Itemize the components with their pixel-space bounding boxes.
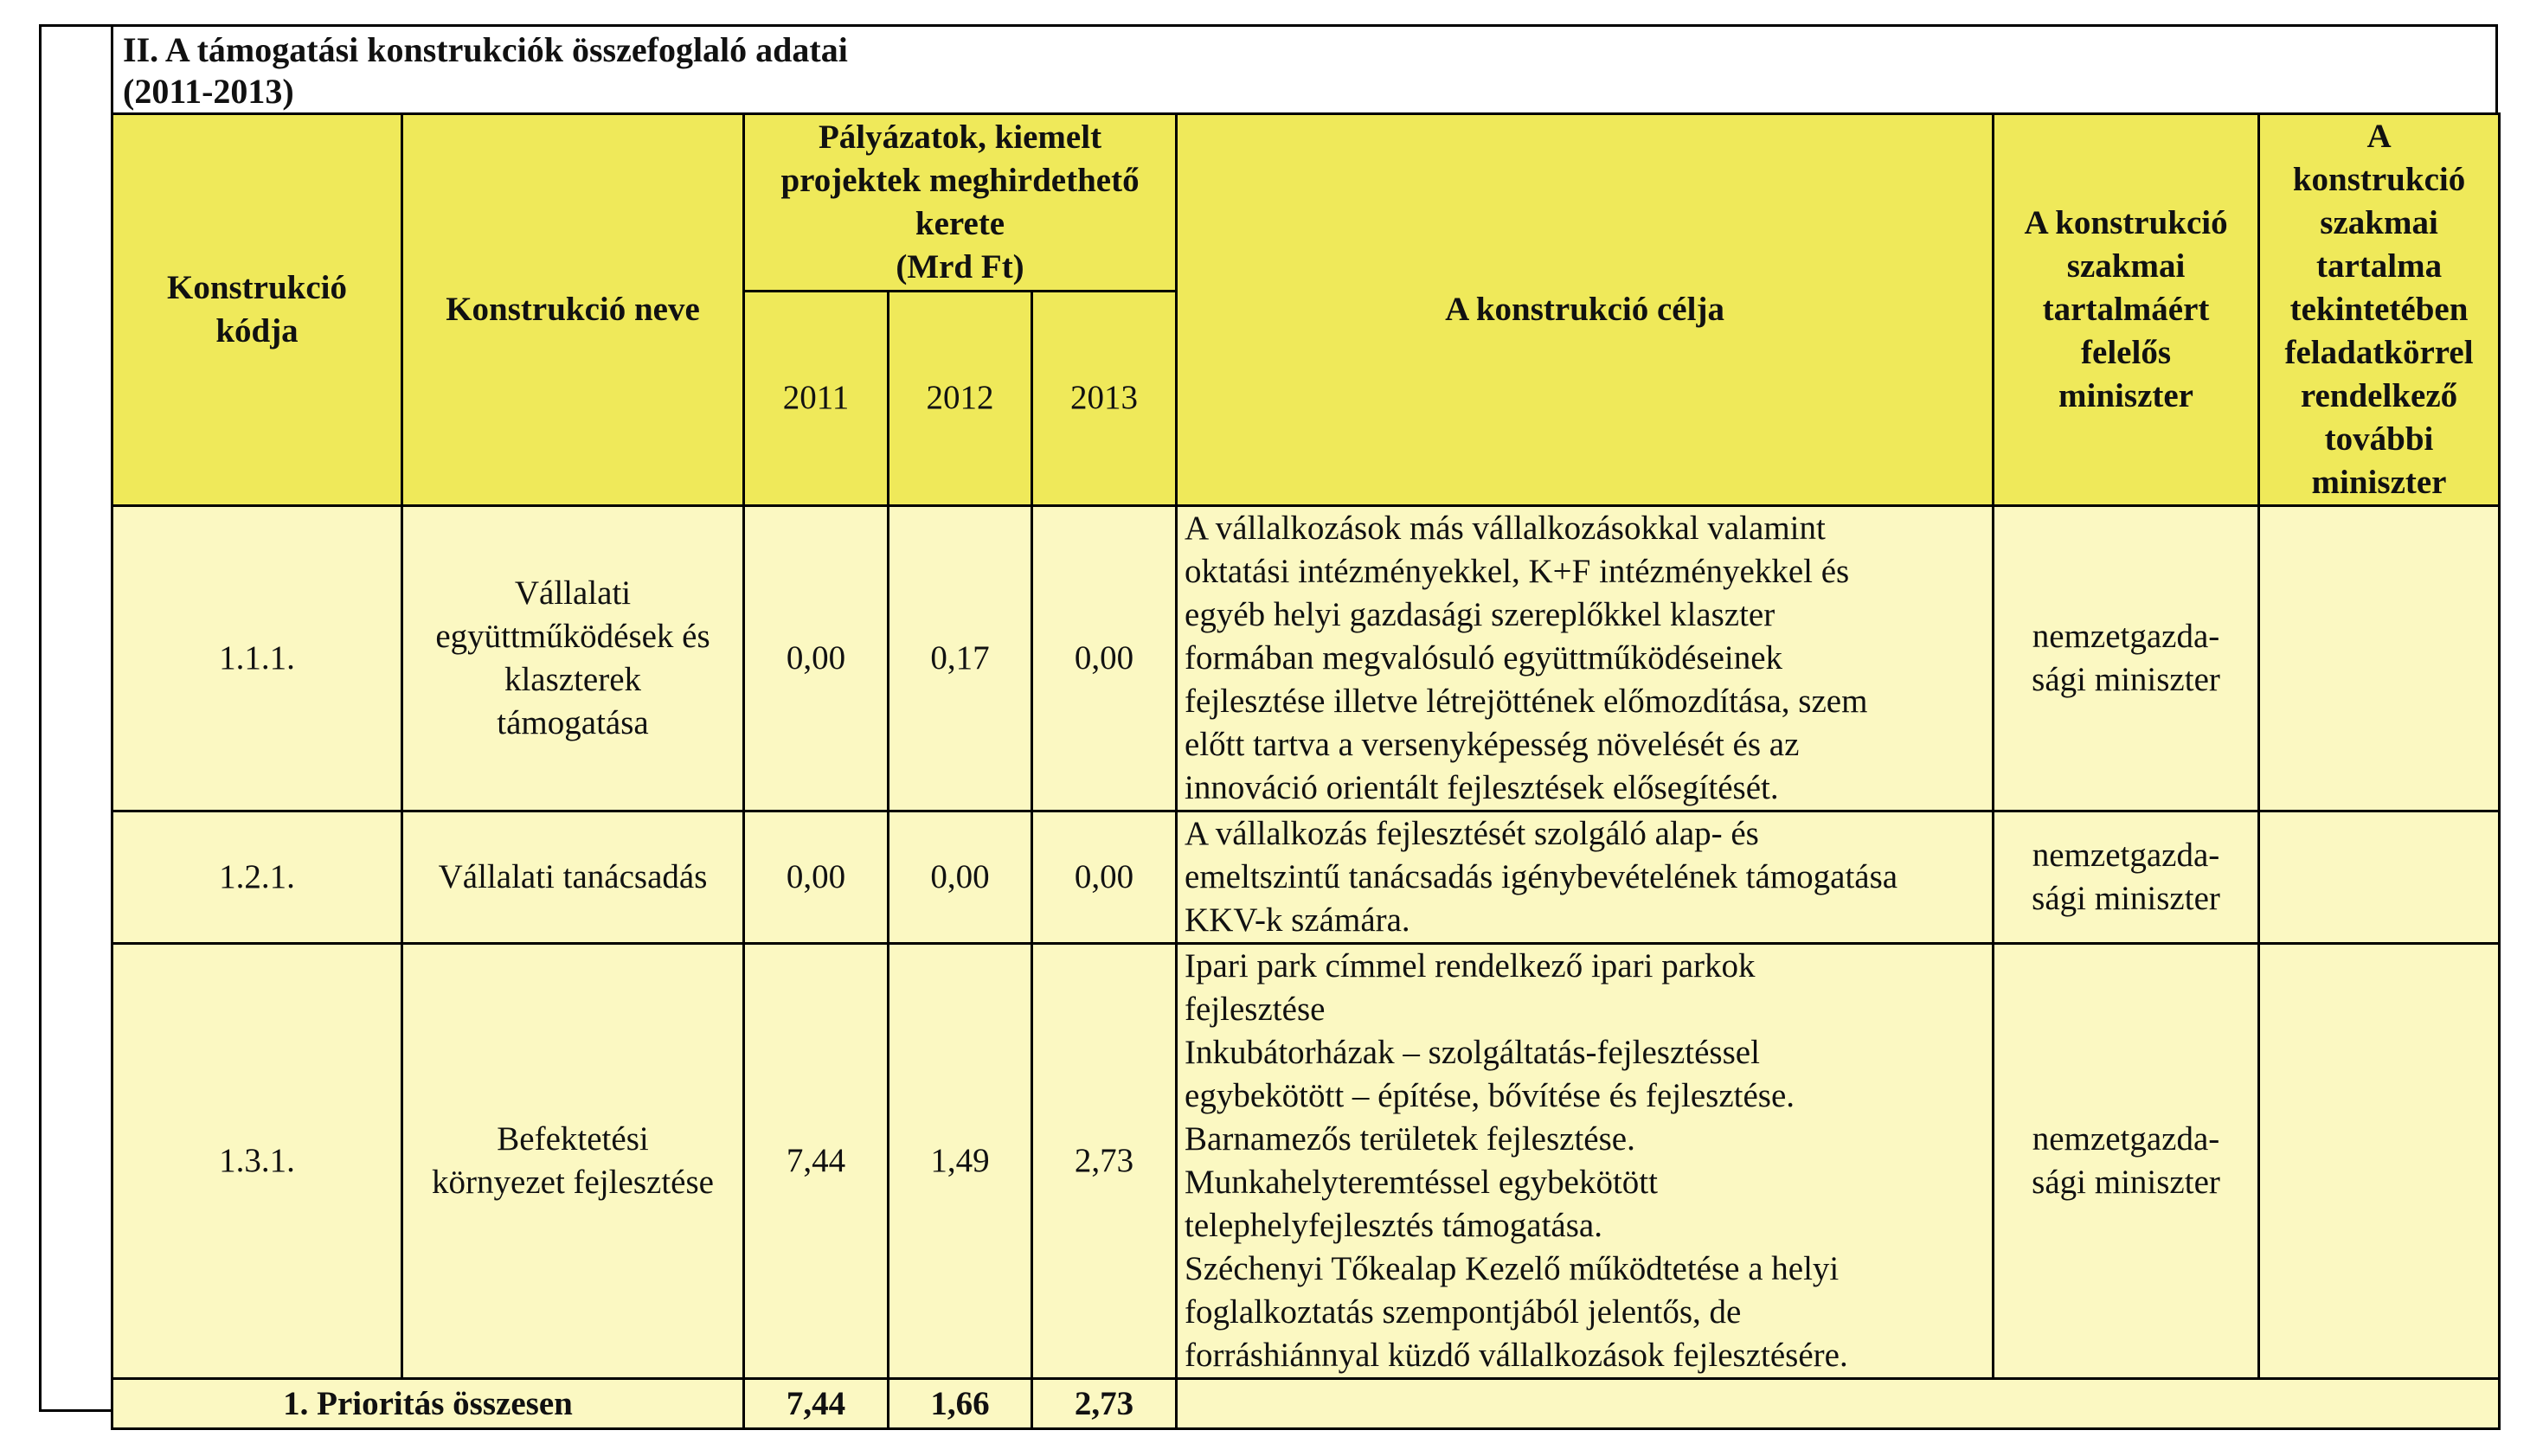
header-other-minister [2259, 114, 2500, 506]
section-title [123, 29, 848, 112]
header-row-1 [112, 114, 2500, 292]
cell-line: Széchenyi Tőkealap Kezelő működtetése a helyi [1185, 1250, 1840, 1287]
header-line: felelős [2081, 334, 2172, 371]
header-line: A konstrukció [2024, 204, 2228, 241]
header-construction-goal: A konstrukció célja [1177, 114, 1994, 506]
section-title-line-1: II. A támogatási konstrukciók összefoglaló adatai [123, 30, 848, 69]
header-construction-code [112, 114, 402, 506]
table-row [112, 506, 2500, 811]
header-line: tartalma [2315, 247, 2443, 285]
header-construction-name: Konstrukció neve [402, 114, 744, 506]
cell-line: nemzetgazda- [2032, 1120, 2220, 1158]
cell-line: sági miniszter [2032, 661, 2220, 698]
header-line: tekintetében [2289, 291, 2469, 328]
header-line: (Mrd Ft) [896, 247, 1024, 285]
cell-2012: 1,49 [889, 944, 1032, 1379]
cell-line: Vállalati tanácsadás [438, 858, 708, 895]
header-line: kerete [915, 204, 1005, 242]
header-line: rendelkező [2300, 377, 2458, 414]
header-line: miniszter [2311, 464, 2447, 501]
cell-minister [1994, 944, 2259, 1379]
header-year-2012: 2012 [889, 291, 1032, 505]
header-line: további [2324, 420, 2434, 458]
cell-line: sági miniszter [2032, 1164, 2220, 1201]
total-row [112, 1379, 2500, 1429]
cell-line: innováció orientált fejlesztések elősegítését. [1185, 769, 1779, 806]
header-line: szakmai [2320, 204, 2438, 241]
cell-2013: 0,00 [1032, 506, 1177, 811]
cell-line: telephelyfejlesztés támogatása. [1185, 1207, 1602, 1244]
cell-line: formában megvalósuló együttműködéseinek [1185, 639, 1783, 677]
header-budget-frame [744, 114, 1177, 292]
cell-2013: 2,73 [1032, 944, 1177, 1379]
header-line: A [2366, 118, 2392, 155]
total-2011: 7,44 [744, 1379, 889, 1429]
header-line: szakmai [2066, 247, 2186, 285]
cell-goal [1177, 811, 1994, 944]
cell-2011: 0,00 [744, 506, 889, 811]
cell-line: klaszterek [504, 661, 642, 698]
header-line: konstrukció [2292, 161, 2466, 198]
total-2012: 1,66 [889, 1379, 1032, 1429]
cell-line: Inkubátorházak – szolgáltatás-fejlesztéssel [1185, 1034, 1760, 1071]
cell-line: együttműködések és [435, 618, 710, 655]
header-line: kódja [215, 312, 299, 350]
cell-line: A vállalkozások más vállalkozásokkal valamint [1185, 510, 1826, 547]
cell-line: sági miniszter [2032, 880, 2220, 917]
cell-line: egyéb helyi gazdasági szereplőkkel klaszter [1185, 596, 1775, 633]
cell-code: 1.3.1. [112, 944, 402, 1379]
cell-other-minister [2259, 506, 2500, 811]
cell-code: 1.1.1. [112, 506, 402, 811]
cell-goal [1177, 506, 1994, 811]
cell-line: Ipari park címmel rendelkező ipari parkok [1185, 947, 1756, 985]
cell-2011: 7,44 [744, 944, 889, 1379]
cell-line: forráshiánnyal küzdő vállalkozások fejlesztésére. [1185, 1337, 1848, 1374]
cell-minister [1994, 811, 2259, 944]
total-label: 1. Prioritás összesen [112, 1379, 744, 1429]
cell-line: A vállalkozás fejlesztését szolgáló alap- és [1185, 815, 1759, 852]
cell-line: fejlesztése [1185, 991, 1326, 1028]
cell-line: Vállalati [514, 574, 632, 612]
cell-line: Barnamezős területek fejlesztése. [1185, 1120, 1635, 1158]
cell-line: környezet fejlesztése [432, 1164, 714, 1201]
cell-2012: 0,00 [889, 811, 1032, 944]
section-title-line-2: (2011-2013) [123, 72, 294, 111]
header-line: Konstrukció [166, 269, 348, 306]
cell-minister [1994, 506, 2259, 811]
construction-summary-table [111, 112, 2501, 1430]
header-year-2011: 2011 [744, 291, 889, 505]
table-row [112, 944, 2500, 1379]
cell-name [402, 506, 744, 811]
total-empty [1177, 1379, 2500, 1429]
cell-line: támogatása [497, 704, 649, 741]
cell-line: emeltszintű tanácsadás igénybevételének támogatása [1185, 858, 1898, 895]
cell-line: oktatási intézményekkel, K+F intézményekkel és [1185, 553, 1850, 590]
cell-code: 1.2.1. [112, 811, 402, 944]
cell-2013: 0,00 [1032, 811, 1177, 944]
header-line: projektek meghirdethető [780, 161, 1140, 199]
header-responsible-minister [1994, 114, 2259, 506]
cell-name [402, 811, 744, 944]
cell-2011: 0,00 [744, 811, 889, 944]
cell-line: előtt tartva a versenyképesség növelését és az [1185, 726, 1800, 763]
header-line: Pályázatok, kiemelt [818, 118, 1102, 156]
cell-line: egybekötött – építése, bővítése és fejlesztése. [1185, 1077, 1795, 1114]
header-line: feladatkörrel [2284, 334, 2474, 371]
cell-line: Munkahelyteremtéssel egybekötött [1185, 1164, 1658, 1201]
cell-line: foglalkoztatás szempontjából jelentős, de [1185, 1293, 1742, 1331]
header-year-2013: 2013 [1032, 291, 1177, 505]
cell-line: Befektetési [497, 1120, 649, 1158]
cell-line: nemzetgazda- [2032, 837, 2220, 874]
cell-other-minister [2259, 944, 2500, 1379]
cell-line: fejlesztése illetve létrejöttének előmozdítása, szem [1185, 683, 1868, 720]
total-2013: 2,73 [1032, 1379, 1177, 1429]
cell-line: KKV-k számára. [1185, 901, 1410, 939]
cell-line: nemzetgazda- [2032, 618, 2220, 655]
cell-other-minister [2259, 811, 2500, 944]
cell-2012: 0,17 [889, 506, 1032, 811]
header-line: miniszter [2058, 377, 2193, 414]
table-row [112, 811, 2500, 944]
cell-goal [1177, 944, 1994, 1379]
header-line: tartalmáért [2042, 291, 2210, 328]
cell-name [402, 944, 744, 1379]
